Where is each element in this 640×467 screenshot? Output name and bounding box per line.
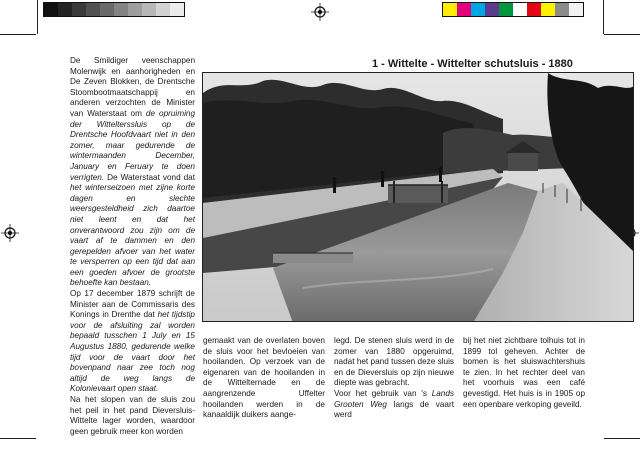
- calibration-swatch: [471, 3, 485, 16]
- calibration-swatch: [499, 3, 513, 16]
- crop-mark: [604, 438, 640, 439]
- bottom-text-column-3: bij het niet zichtbare tolhuis tot in 1899 tol geheven. Achter de bomen is het sluiswachtershuis te zien. In het rechter deel van het voorhuis was een café gevestigd. Het huis is in 1905 op een openbare verkoping geveild.: [463, 336, 585, 409]
- text-span: De Smildiger veenschappen Molenwijk en aanhorigheden en De Zeven Blokken, de Drentsche Stoombootmaatschappij en anderen verzochten de Minister van Waterstaat om: [70, 56, 195, 118]
- italic-text-span: het winterseizoen met zijne korte dagen en slechte weersgesteldheid zich daartoe niet leent en dat het onverantwoord zou zijn om de vaart af te dammen en den gerepelden afvoer van het water te versperren op een tijd dat aan een goeden afvoer de grootste behoefte kan bestaan.: [70, 183, 195, 288]
- left-text-column: [70, 56, 195, 437]
- calibration-swatch: [457, 3, 471, 16]
- text-span: Op 17 december 1879 schrijft de Minister aan de Commissaris des Konings in Drenthe dat: [70, 289, 195, 320]
- text-span: Na het slopen van de sluis zou het peil in het pand Dieversluis-Wittelte lager worden, waardoor geen gebruik meer kon worden: [70, 395, 195, 436]
- crop-mark: [37, 0, 38, 34]
- crop-mark: [0, 34, 36, 35]
- text-span: Voor het gebruik van 's: [334, 388, 432, 398]
- bottom-text-column-1: gemaakt van de overlaten boven de sluis voor het bevloeien van hooilanden. Op verzoek van de eigenaren van de hooilanden in de Wittelternade en de aangrenzende Uffelter hooilanden werden in de kanaaldijk duikers aange-: [203, 336, 325, 420]
- italic-text-span: de opruiming der Wittelterssluis op de Drentsche Hoofdvaart niet in den zomer, maar gedurende de wintermaanden December, January en Feruary te doen verrigten.: [70, 108, 195, 182]
- calibration-swatch: [485, 3, 499, 16]
- calibration-swatch: [555, 3, 569, 16]
- calibration-swatch: [142, 3, 156, 16]
- article-title: 1 - Wittelte - Wittelter schutsluis - 1880: [372, 58, 573, 70]
- historic-canal-lock-photo: [202, 72, 634, 322]
- calibration-swatch: [72, 3, 86, 16]
- calibration-swatch: [569, 3, 583, 16]
- text-span: De Waterstaat vond dat: [104, 172, 195, 182]
- calibration-swatch: [100, 3, 114, 16]
- registration-mark-top: [311, 3, 329, 21]
- calibration-swatch: [170, 3, 184, 16]
- calibration-swatch: [86, 3, 100, 16]
- color-calibration-strip: [442, 2, 584, 17]
- crop-mark: [603, 0, 604, 34]
- calibration-swatch: [513, 3, 527, 16]
- crop-mark: [0, 438, 36, 439]
- calibration-swatch: [527, 3, 541, 16]
- book-page: [50, 52, 598, 462]
- calibration-swatch: [443, 3, 457, 16]
- calibration-swatch: [58, 3, 72, 16]
- paragraph: [334, 389, 454, 421]
- registration-mark-left: [1, 224, 19, 242]
- italic-text-span: Lands Grooten Weg: [334, 388, 454, 409]
- italic-text-span: het tijdstip voor de afsluiting zal worden bepaald tusschen 1 July en 15 Augustus 1880, gedurende welke tijd voor de vaart door het bovenpand naar zee toch nog altijd de weg langs de Kolonievaart open staat.: [70, 310, 195, 394]
- grayscale-calibration-strip: [43, 2, 185, 17]
- calibration-swatch: [156, 3, 170, 16]
- calibration-swatch: [541, 3, 555, 16]
- crop-mark: [604, 34, 640, 35]
- calibration-swatch: [114, 3, 128, 16]
- paragraph: [70, 56, 195, 289]
- calibration-swatch: [128, 3, 142, 16]
- calibration-swatch: [44, 3, 58, 16]
- paragraph: [70, 395, 195, 437]
- paragraph: legd. De stenen sluis werd in de zomer van 1880 opgeruimd, nadat het pand tussen deze sluis en de Dieversluis op zijn nieuwe diepte was gebracht.: [334, 336, 454, 388]
- text-span: langs de vaart werd: [334, 399, 454, 420]
- paragraph: [70, 289, 195, 395]
- bottom-text-column-2: [334, 336, 454, 421]
